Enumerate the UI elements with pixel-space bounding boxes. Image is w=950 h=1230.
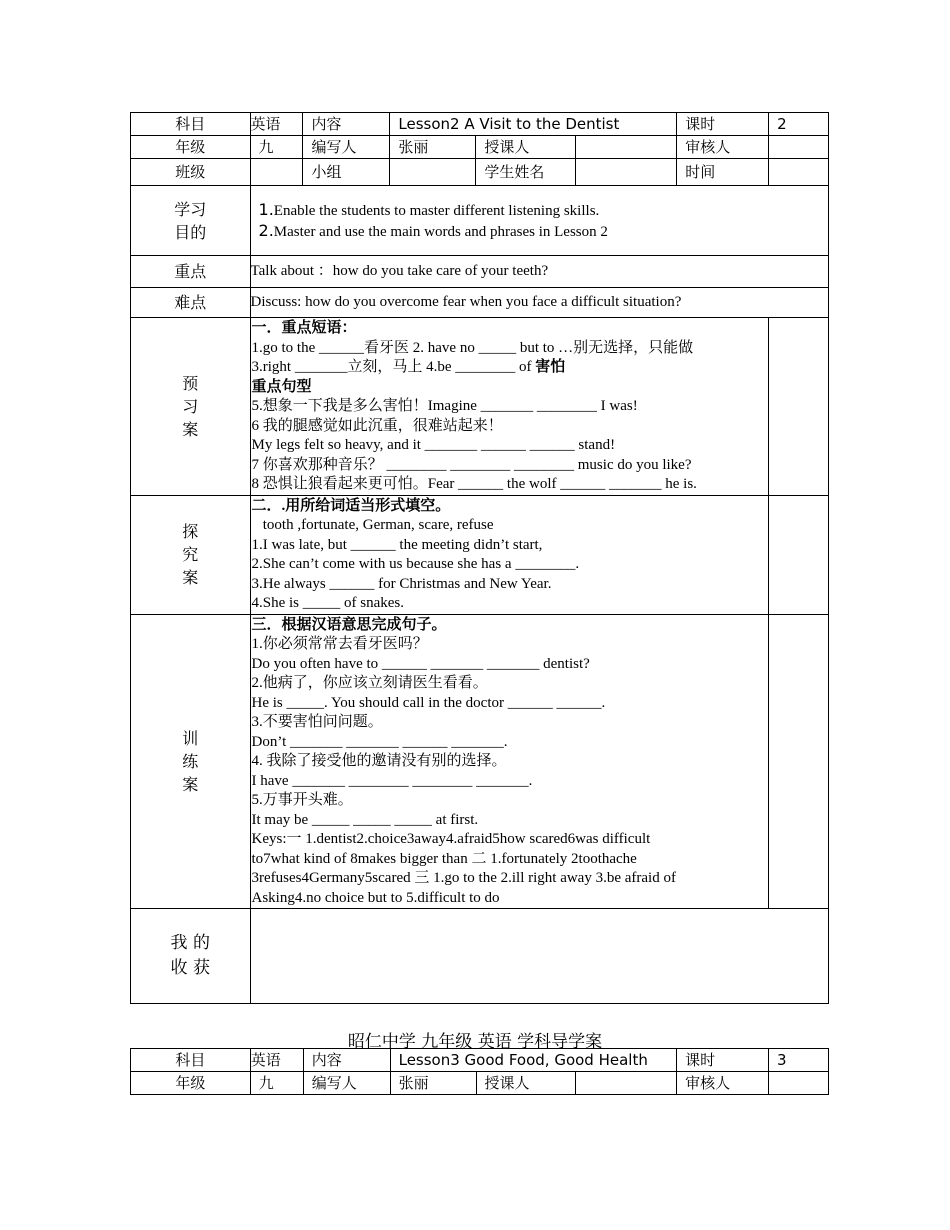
- reviewer-label: 审核人: [677, 136, 769, 159]
- teacher-label: 授课人: [476, 136, 576, 159]
- explore-label: 探 究 案: [131, 495, 251, 614]
- student-label: 学生姓名: [476, 159, 576, 186]
- writer-value: 张丽: [390, 1072, 476, 1095]
- harvest-label: 我 的 收 获: [131, 909, 251, 1004]
- group-label: 小组: [303, 159, 390, 186]
- content-label: 内容: [303, 113, 390, 136]
- grade-label: 年级: [131, 1072, 251, 1095]
- explore-content: 二．.用所给词适当形式填空。 tooth ,fortunate, German, scare, refuse 1.I was late, but ______ the meeting didn’t start, 2.She can’t come with us because she has a ________. 3.He always ______ for Christmas and New Year. 4.She is _____ of snakes.: [250, 495, 769, 614]
- teacher-label: 授课人: [476, 1072, 576, 1095]
- harvest-content: [250, 909, 828, 1004]
- content-value: Lesson2 A Visit to the Dentist: [390, 113, 677, 136]
- reviewer-label: 审核人: [677, 1072, 769, 1095]
- key-point-label: 重点: [131, 256, 251, 288]
- explore-notes: [769, 495, 829, 614]
- writer-value: 张丽: [390, 136, 476, 159]
- key-point-text: Talk about ：how do you take care of your teeth?: [250, 256, 828, 288]
- training-content: 三．根据汉语意思完成句子。 1.你必须常常去看牙医吗？ Do you often have to ______ _______ _______ dentist? 2.他病了，你应该立刻请医生看看。 He is _____. You should call in the doctor ______ ______. 3.不要害怕问问题。 Don’t _______ _______ ______ _______. 4. 我除了接受他的邀请没有别的选择。 I have _______ ________ ________ _______. 5.万事开头难。 It may be _____ _____ _____ at first. Keys:一 1.dentist2.choice3away4.afraid5how scared6was difficult to7what kind of 8makes bigger than 二 1.fortunately 2toothache 3refuses4Germany5scared 三 1.go to the 2.ill right away 3.be afraid of Asking4.no choice but to 5.difficult to do: [250, 614, 769, 909]
- preview-notes: [769, 318, 829, 496]
- reviewer-value: [769, 1072, 829, 1095]
- content-label: 内容: [303, 1049, 390, 1072]
- lesson2-table: [130, 112, 829, 1004]
- teacher-value: [576, 136, 677, 159]
- writer-label: 编写人: [303, 1072, 390, 1095]
- preview-label: 预 习 案: [131, 318, 251, 496]
- section-title: 昭仁中学 九年级 英语 学科导学案: [347, 1032, 603, 1052]
- class-label: 班级: [131, 159, 251, 186]
- subject-label: 科目: [131, 113, 251, 136]
- lesson3-table: [130, 1048, 829, 1095]
- student-value: [576, 159, 677, 186]
- group-value: [390, 159, 476, 186]
- grade-value: 九: [250, 136, 303, 159]
- content-value: Lesson3 Good Food, Good Health: [390, 1049, 677, 1072]
- time-label: 时间: [677, 159, 769, 186]
- difficulty-text: Discuss: how do you overcome fear when you face a difficult situation?: [250, 288, 828, 318]
- class-value: [250, 159, 303, 186]
- subject-value: 英语: [250, 1049, 303, 1072]
- goals-text: 1.Enable the students to master different listening skills. 2.Master and use the main words and phrases in Lesson 2: [250, 186, 828, 256]
- subject-label: 科目: [131, 1049, 251, 1072]
- period-value: 2: [769, 113, 829, 136]
- time-value: [769, 159, 829, 186]
- grade-value: 九: [250, 1072, 303, 1095]
- period-label: 课时: [677, 113, 769, 136]
- goals-label: 学习 目的: [131, 186, 251, 256]
- training-notes: [769, 614, 829, 909]
- teacher-value: [576, 1072, 677, 1095]
- period-label: 课时: [677, 1049, 769, 1072]
- preview-content: 一．重点短语： 1.go to the ______看牙医 2. have no _____ but to …别无选择，只能做 3.right _______立刻，马上 4.be ________ of 害怕 重点句型 5.想象一下我是多么害怕！Imagine _______ ________ I was! 6 我的腿感觉如此沉重，很难站起来！ My legs felt so heavy, and it _______ ______ ______ stand! 7 你喜欢那种音乐？ ________ ________ ________ music do you like? 8 恐惧让狼看起来更可怕。Fear ______ the wolf ______ _______ he is.: [250, 318, 769, 496]
- reviewer-value: [769, 136, 829, 159]
- difficulty-label: 难点: [131, 288, 251, 318]
- training-label: 训 练 案: [131, 614, 251, 909]
- writer-label: 编写人: [303, 136, 390, 159]
- period-value: 3: [769, 1049, 829, 1072]
- grade-label: 年级: [131, 136, 251, 159]
- subject-value: 英语: [250, 113, 303, 136]
